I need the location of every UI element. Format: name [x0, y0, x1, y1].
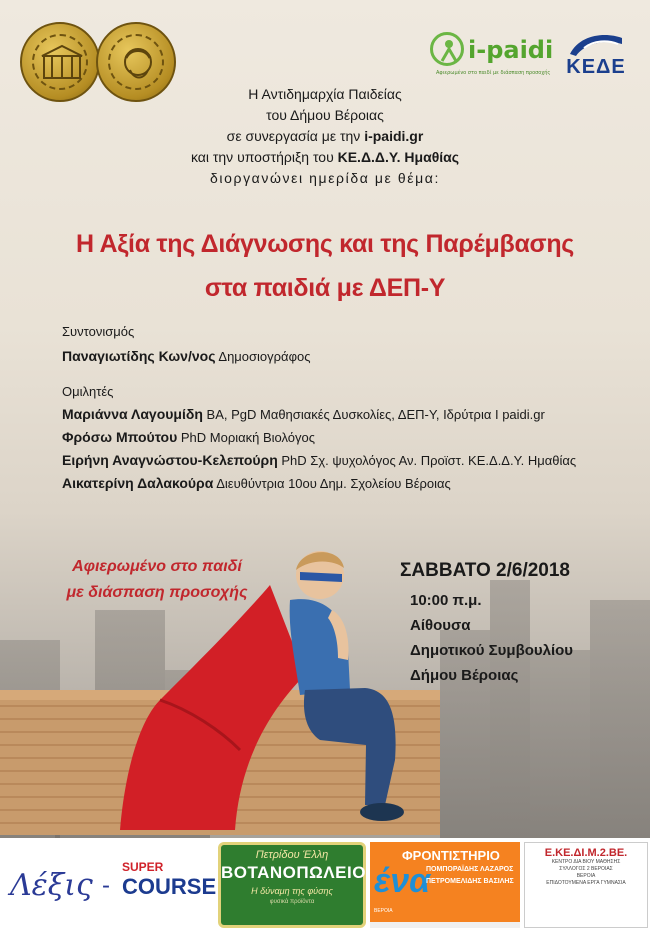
event-title [0, 222, 650, 310]
event-venue-2: Δημοτικού Συμβουλίου [410, 642, 574, 659]
ekedim-logo: Ε.ΚΕ.ΔΙ.Μ.2.ΒΕ. ΚΕΝΤΡΟ ΔΙΑ ΒΙΟΥ ΜΑΘΗΣΗΣ ΣΥΛΛΟΓΟΣ 2 ΒΕΡΟΙΑΣ ΒΕΡΟΙΑ ΕΠΙΔΟΤΟΥΜΕΝΑ ΕΡΓΑ ΓΥΜΝΑΣΙΑ [524, 842, 648, 928]
speaker-item: Ειρήνη Αναγνώστου-Κελεπούρη PhD Σχ. ψυχολόγος Αν. Προϊστ. ΚΕ.Δ.Δ.Υ. Ημαθίας [62, 452, 577, 468]
ipaidi-tagline: Αφιερωμένο στο παιδί με διάσπαση προσοχής [436, 70, 551, 76]
intro-line-5: διοργανώνει ημερίδα με θέμα: [210, 170, 440, 186]
speakers-section [62, 382, 576, 493]
intro-line-3: σε συνεργασία με την i-paidi.gr [226, 128, 424, 144]
intro-line-4: και την υποστήριξη του ΚΕ.Δ.Δ.Υ. Ημαθίας [190, 149, 460, 165]
portrait-head-icon [116, 44, 160, 84]
event-venue-3: Δήμου Βέροιας [410, 667, 519, 684]
botanopoleio-logo: Πετρίδου Έλλη ΒΟΤΑΝΟΠΩΛΕΙΟ Η δύναμη της φύσης φυσικά προϊόντα [218, 842, 366, 928]
ipaidi-name: i-paidi [468, 36, 554, 64]
flag-icon [566, 30, 626, 58]
kede-name: ΚΕΔΕ [566, 56, 626, 78]
coordination-section [62, 322, 311, 366]
tomb-icon [40, 44, 84, 82]
speaker-item: Φρόσω Μπούτου PhD Μοριακή Βιολόγος [62, 429, 316, 445]
coordinator: Παναγιωτίδης Κων/νος Δημοσιογράφος [62, 348, 311, 364]
ipaidi-logo [430, 30, 560, 85]
speaker-item: Μαριάννα Λαγουμίδη BA, PgD Μαθησιακές Δυσκολίες, ΔΕΠ-Υ, Ιδρύτρια I paidi.gr [62, 406, 545, 422]
title-line-1: Η Αξία της Διάγνωσης και της Παρέμβασης [75, 230, 574, 258]
sponsors-strip [0, 838, 650, 930]
speaker-item: Αικατερίνη Δαλακούρα Διευθύντρια 10ου Δημ. Σχολείου Βέροιας [62, 475, 451, 491]
kede-logo [566, 30, 626, 82]
child-icon [430, 32, 464, 66]
intro-line-2: του Δήμου Βέροιας [266, 107, 384, 123]
lexis-supercourse-logo: Λέξις - SUPER COURSE [10, 860, 217, 903]
frontistirio-ena-logo: ΦΡΟΝΤΙΣΤΗΡΙΟ ένα ΠΟΜΠΟΡΑΪΔΗΣ ΛΑΖΑΡΟΣ ΠΕΤΡΟΜΕΛΙΔΗΣ ΒΑΣΙΛΗΣ ΒΕΡΟΙΑ [370, 842, 520, 928]
ipaidi-link: i-paidi.gr [364, 128, 424, 144]
coordination-label: Συντονισμός [62, 324, 135, 339]
event-details [400, 560, 640, 688]
event-time: 10:00 π.μ. [410, 592, 482, 609]
speakers-label: Ομιλητές [62, 384, 114, 399]
title-line-2: στα παιδιά με ΔΕΠ-Υ [204, 274, 446, 302]
intro-line-1: Η Αντιδημαρχία Παιδείας [248, 86, 402, 102]
intro-text [0, 84, 650, 189]
event-date: ΣΑΒΒΑΤΟ 2/6/2018 [400, 560, 570, 581]
dedication-text: Αφιερωμένο στο παιδί με διάσπαση προσοχής [66, 558, 248, 601]
event-venue-1: Αίθουσα [410, 617, 471, 634]
